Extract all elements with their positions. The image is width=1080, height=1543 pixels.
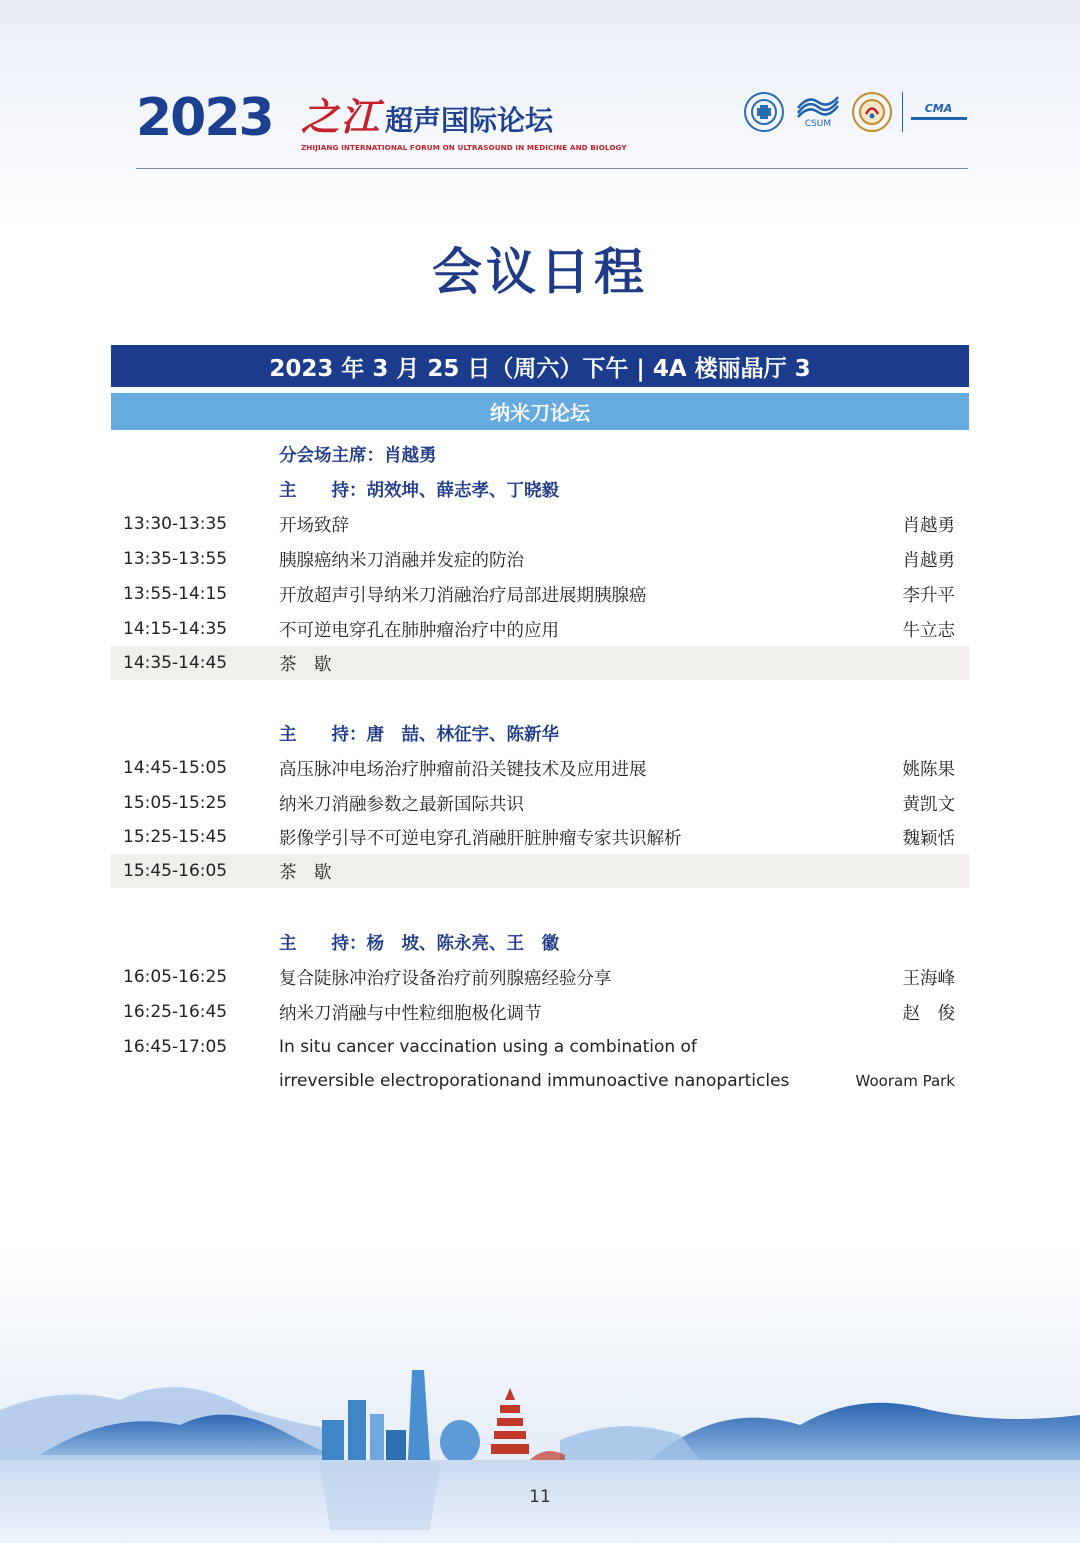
brand-name-text: 超声国际论坛 bbox=[385, 104, 554, 137]
schedule-row bbox=[111, 751, 969, 785]
association-seal-icon bbox=[744, 92, 784, 132]
brand-script-text: 之江 bbox=[301, 94, 382, 139]
conference-year: 2023 bbox=[136, 88, 273, 148]
csum-logo-icon bbox=[794, 92, 842, 132]
row-speaker: 魏颖恬 bbox=[902, 828, 955, 849]
break-label: 茶 歇 bbox=[279, 862, 332, 883]
row-speaker: 肖越勇 bbox=[902, 515, 955, 536]
break-time: 14:35-14:45 bbox=[123, 653, 228, 673]
row-topic: 纳米刀消融与中性粒细胞极化调节 bbox=[279, 1003, 542, 1024]
block-3-hosts: 主 持：杨 坡、陈永亮、王 徽 bbox=[279, 934, 559, 954]
sponsor-logos bbox=[744, 92, 968, 132]
row-speaker: 黄凯文 bbox=[902, 794, 955, 815]
row-topic: 胰腺癌纳米刀消融并发症的防治 bbox=[279, 550, 524, 571]
row-topic: 不可逆电穿孔在肺肿瘤治疗中的应用 bbox=[279, 620, 559, 641]
session-chair: 分会场主席：肖越勇 bbox=[279, 446, 437, 466]
row-speaker: 牛立志 bbox=[902, 620, 955, 641]
row-time: 14:15-14:35 bbox=[123, 619, 228, 639]
row-topic: 开放超声引导纳米刀消融治疗局部进展期胰腺癌 bbox=[279, 585, 647, 606]
tea-break-row bbox=[111, 854, 969, 888]
row-topic: 纳米刀消融参数之最新国际共识 bbox=[279, 794, 524, 815]
schedule-row bbox=[111, 786, 969, 820]
row-speaker: 肖越勇 bbox=[902, 550, 955, 571]
session-banner: 2023 年 3 月 25 日（周六）下午 | 4A 楼丽晶厅 3 bbox=[111, 345, 969, 387]
row-topic-continued: irreversible electroporationand immunoactive nanoparticles bbox=[279, 1071, 790, 1091]
conference-header bbox=[136, 80, 968, 150]
row-time: 14:45-15:05 bbox=[123, 758, 228, 778]
row-topic: 开场致辞 bbox=[279, 515, 349, 536]
schedule-row bbox=[111, 995, 969, 1029]
block-2-hosts: 主 持：唐 喆、林征宇、陈新华 bbox=[279, 725, 559, 745]
schedule-row bbox=[111, 542, 969, 576]
schedule-row bbox=[111, 577, 969, 611]
brand-english-subtitle: ZHIJIANG INTERNATIONAL FORUM ON ULTRASOUND IN MEDICINE AND BIOLOGY bbox=[301, 143, 627, 152]
cma-logo-icon bbox=[902, 92, 968, 132]
row-time: 13:55-14:15 bbox=[123, 584, 228, 604]
row-time: 13:30-13:35 bbox=[123, 514, 228, 534]
break-label: 茶 歇 bbox=[279, 654, 332, 675]
schedule-row bbox=[111, 820, 969, 854]
city-skyline-illustration bbox=[0, 1330, 1080, 1543]
row-topic: In situ cancer vaccination using a combination of bbox=[279, 1037, 697, 1057]
row-speaker: 姚陈果 bbox=[902, 759, 955, 780]
row-speaker: Wooram Park bbox=[855, 1072, 955, 1090]
break-time: 15:45-16:05 bbox=[123, 861, 228, 881]
society-seal-icon bbox=[852, 92, 892, 132]
row-speaker: 王海峰 bbox=[902, 968, 955, 989]
header-divider bbox=[136, 168, 968, 169]
row-time: 16:45-17:05 bbox=[123, 1037, 228, 1057]
row-time: 16:25-16:45 bbox=[123, 1002, 228, 1022]
block-1-hosts: 主 持：胡效坤、薛志孝、丁晓毅 bbox=[279, 481, 559, 501]
row-topic: 复合陡脉冲治疗设备治疗前列腺癌经验分享 bbox=[279, 968, 612, 989]
page-number: 11 bbox=[529, 1487, 551, 1507]
cma-logo-text: CMA bbox=[924, 101, 953, 115]
row-topic: 影像学引导不可逆电穿孔消融肝脏肿瘤专家共识解析 bbox=[279, 828, 682, 849]
conference-brand bbox=[301, 86, 627, 152]
csum-logo-text: CSUM bbox=[804, 119, 832, 129]
row-speaker: 赵 俊 bbox=[902, 1003, 955, 1024]
schedule-row bbox=[111, 960, 969, 994]
row-speaker: 李升平 bbox=[902, 585, 955, 606]
schedule-row-continuation bbox=[111, 1064, 969, 1098]
page-title: 会议日程 bbox=[432, 243, 648, 301]
row-time: 15:05-15:25 bbox=[123, 793, 228, 813]
tea-break-row bbox=[111, 646, 969, 680]
schedule-row bbox=[111, 507, 969, 541]
row-time: 16:05-16:25 bbox=[123, 967, 228, 987]
row-time: 15:25-15:45 bbox=[123, 827, 228, 847]
schedule-row bbox=[111, 612, 969, 646]
row-time: 13:35-13:55 bbox=[123, 549, 228, 569]
schedule-row bbox=[111, 1030, 969, 1064]
row-topic: 高压脉冲电场治疗肿瘤前沿关键技术及应用进展 bbox=[279, 759, 647, 780]
forum-title-banner: 纳米刀论坛 bbox=[111, 393, 969, 430]
